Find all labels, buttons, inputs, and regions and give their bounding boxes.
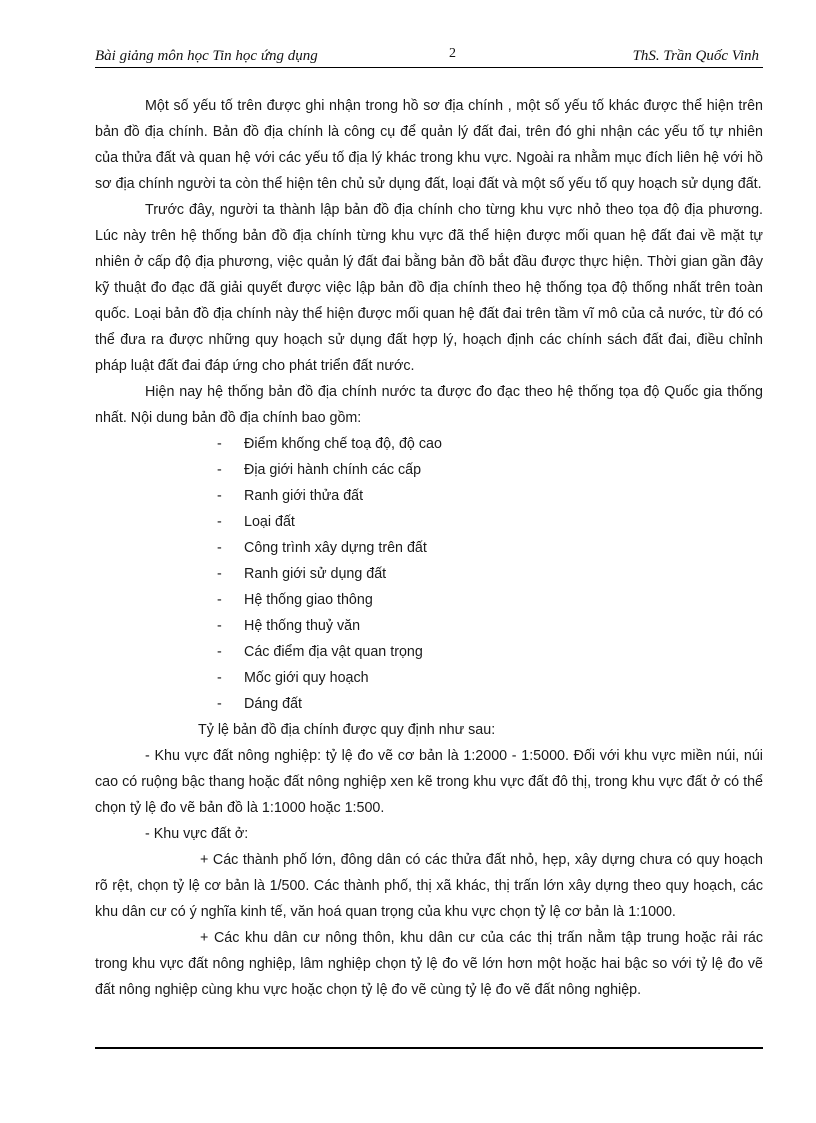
- page-header: [95, 48, 763, 68]
- paragraph-agricultural-land: - Khu vực đất nông nghiệp: tỷ lệ đo vẽ cơ bản là 1:2000 - 1:5000. Đối với khu vực miền núi, núi cao có ruộng bậc thang hoặc đất nông nghiệp xen kẽ trong khu vực đất đô thị, trong khu vực đất ở có thể chọn tỷ lệ đo vẽ bản đồ là 1:1000 hoặc 1:500.: [95, 748, 763, 816]
- paragraph-1: Một số yếu tố trên được ghi nhận trong hồ sơ địa chính , một số yếu tố khác được thể hiện trên bản đồ địa chính. Bản đồ địa chính là công cụ để quản lý đất đai, trên đó ghi nhận các yếu tố tự nhiên của thửa đất và quan hệ với các yếu tố địa lý khác trong khu vực. Ngoài ra nhằm mục đích liên hệ với hồ sơ địa chính người ta còn thể hiện tên chủ sử dụng đất, loại đất và một số yếu tố quy hoạch sử dụng đất.: [95, 98, 763, 192]
- list-dash: -: [217, 670, 222, 686]
- list-dash: -: [217, 540, 222, 556]
- list-item: [95, 457, 763, 483]
- list-dash: -: [217, 488, 222, 504]
- list-item-text: Địa giới hành chính các cấp: [244, 462, 422, 478]
- list-dash: -: [217, 436, 222, 452]
- list-dash: -: [217, 618, 222, 634]
- list-item: [95, 483, 763, 509]
- list-item-text: Hệ thống thuỷ văn: [244, 618, 361, 634]
- list-item-text: Các điểm địa vật quan trọng: [244, 644, 423, 660]
- header-rule: [95, 67, 763, 68]
- list-item-text: Công trình xây dựng trên đất: [244, 540, 427, 556]
- paragraph-2: Trước đây, người ta thành lập bản đồ địa chính cho từng khu vực nhỏ theo tọa độ địa phương. Lúc này trên hệ thống bản đồ địa chính từng khu vực đã thể hiện được mối quan hệ đất đai về mặt tự nhiên ở cấp độ địa phương, việc quản lý đất đai bằng bản đồ bắt đầu được thực hiện. Thời gian gần đây kỹ thuật đo đạc đã giải quyết được việc lập bản đồ địa chính theo hệ thống tọa độ thống nhất trên toàn quốc. Loại bản đồ địa chính này thể hiện được mối quan hệ đất đai trên tầm vĩ mô của cả nước, từ đó có thể đưa ra được những quy hoạch sử dụng đất hợp lý, hoạch định các chính sách đất đai, điều chỉnh pháp luật đất đai đáp ứng cho phát triển đất nước.: [95, 202, 763, 374]
- list-item: [95, 691, 763, 717]
- list-item: [95, 509, 763, 535]
- list-item: [95, 431, 763, 457]
- list-item-text: Điểm khống chế toạ độ, độ cao: [244, 436, 442, 452]
- list-item: [95, 639, 763, 665]
- list-item-text: Hệ thống giao thông: [244, 592, 373, 608]
- list-item: [95, 665, 763, 691]
- list-dash: -: [217, 696, 222, 712]
- list-dash: -: [217, 514, 222, 530]
- list-dash: -: [217, 644, 222, 660]
- list-dash: -: [217, 566, 222, 582]
- list-item: [95, 535, 763, 561]
- paragraph-rural-areas: + Các khu dân cư nông thôn, khu dân cư của các thị trấn nằm tập trung hoặc rải rác trong khu vực đất nông nghiệp, lâm nghiệp chọn tỷ lệ đo vẽ lớn hơn một hoặc hai bậc so với tỷ lệ đo vẽ đất nông nghiệp cùng khu vực hoặc chọn tỷ lệ đo vẽ cùng tỷ lệ đo vẽ đất nông nghiệp.: [95, 930, 763, 998]
- content-list: [95, 431, 763, 717]
- footer-rule: [95, 1047, 763, 1049]
- paragraph-scale-intro: Tỷ lệ bản đồ địa chính được quy định như sau:: [198, 722, 496, 738]
- page-content: [95, 93, 763, 1003]
- list-item-text: Ranh giới thửa đất: [244, 488, 364, 504]
- paragraph-residential-heading: - Khu vực đất ở:: [145, 826, 249, 842]
- list-item-text: Ranh giới sử dụng đất: [244, 566, 387, 582]
- list-item: [95, 613, 763, 639]
- header-author: ThS. Trần Quốc Vinh: [632, 48, 759, 64]
- list-item-text: Loại đất: [244, 514, 295, 530]
- list-item: [95, 561, 763, 587]
- list-item: [95, 587, 763, 613]
- paragraph-3: Hiện nay hệ thống bản đồ địa chính nước ta được đo đạc theo hệ thống tọa độ Quốc gia thống nhất. Nội dung bản đồ địa chính bao gồm:: [95, 384, 763, 426]
- list-item-text: Mốc giới quy hoạch: [244, 670, 369, 686]
- list-item-text: Dáng đất: [244, 696, 303, 712]
- list-dash: -: [217, 462, 222, 478]
- page-number: 2: [449, 46, 456, 61]
- list-dash: -: [217, 592, 222, 608]
- header-course-title: Bài giảng môn học Tin học ứng dụng: [95, 48, 318, 64]
- paragraph-large-cities: + Các thành phố lớn, đông dân có các thửa đất nhỏ, hẹp, xây dựng chưa có quy hoạch rõ rệt, chọn tỷ lệ cơ bản là 1/500. Các thành phố, thị xã khác, thị trấn lớn xây dựng theo quy hoạch, các khu dân cư có ý nghĩa kinh tế, văn hoá quan trọng của khu vực chọn tỷ lệ cơ bản là 1:1000.: [95, 852, 763, 920]
